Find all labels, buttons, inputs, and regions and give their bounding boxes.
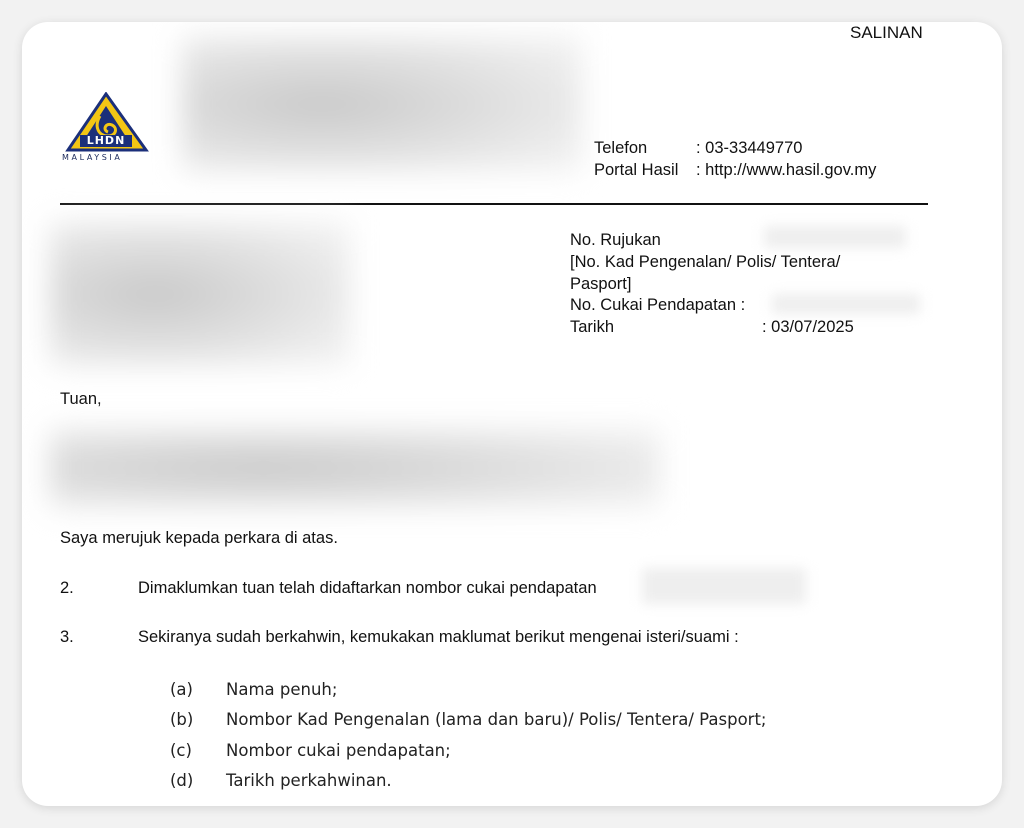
list-item-d: Tarikh perkahwinan. — [226, 771, 392, 790]
date-label: Tarikh — [570, 318, 615, 336]
paragraph-2-text: Dimaklumkan tuan telah didaftarkan nombor cukai pendapatan — [138, 579, 597, 597]
contact-phone-value: : 03-33449770 — [696, 139, 803, 157]
list-item-a: Nama penuh; — [226, 680, 338, 699]
logo-country: MALAYSIA — [62, 153, 123, 162]
paragraph-3-number: 3. — [60, 628, 74, 646]
id-label-line1: [No. Kad Pengenalan/ Polis/ Tentera/ — [570, 253, 841, 271]
copy-mark: SALINAN — [850, 23, 923, 42]
contact-portal-value: : http://www.hasil.gov.my — [696, 161, 877, 179]
letter-document — [22, 22, 1002, 806]
list-item-b: Nombor Kad Pengenalan (lama dan baru)/ Polis/ Tentera/ Pasport; — [226, 710, 767, 729]
redacted-tax-number — [772, 294, 920, 314]
tax-number-label: No. Cukai Pendapatan : — [570, 296, 746, 314]
id-label-line2: Pasport] — [570, 275, 632, 293]
redacted-tax-number-inline — [642, 568, 806, 604]
paragraph-3-text: Sekiranya sudah berkahwin, kemukakan maklumat berikut mengenai isteri/suami : — [138, 628, 739, 646]
reference-number-label: No. Rujukan — [570, 231, 661, 249]
list-marker-c: (c) — [170, 741, 192, 760]
lhdn-logo — [60, 92, 156, 166]
salutation: Tuan, — [60, 390, 102, 408]
paragraph-2-number: 2. — [60, 579, 74, 597]
date-value: : 03/07/2025 — [762, 318, 854, 336]
list-item-c: Nombor cukai pendapatan; — [226, 741, 451, 760]
contact-phone-label: Telefon — [594, 139, 648, 157]
redacted-recipient-address — [50, 222, 350, 366]
redacted-subject — [50, 428, 660, 508]
contact-portal-label: Portal Hasil — [594, 161, 679, 179]
logo-acronym: LHDN — [86, 134, 126, 147]
opening-sentence: Saya merujuk kepada perkara di atas. — [60, 529, 338, 547]
list-marker-d: (d) — [170, 771, 194, 790]
list-marker-a: (a) — [170, 680, 193, 699]
redacted-agency-address — [182, 36, 582, 172]
list-marker-b: (b) — [170, 710, 194, 729]
header-divider — [60, 203, 928, 205]
redacted-reference-number — [764, 226, 906, 248]
